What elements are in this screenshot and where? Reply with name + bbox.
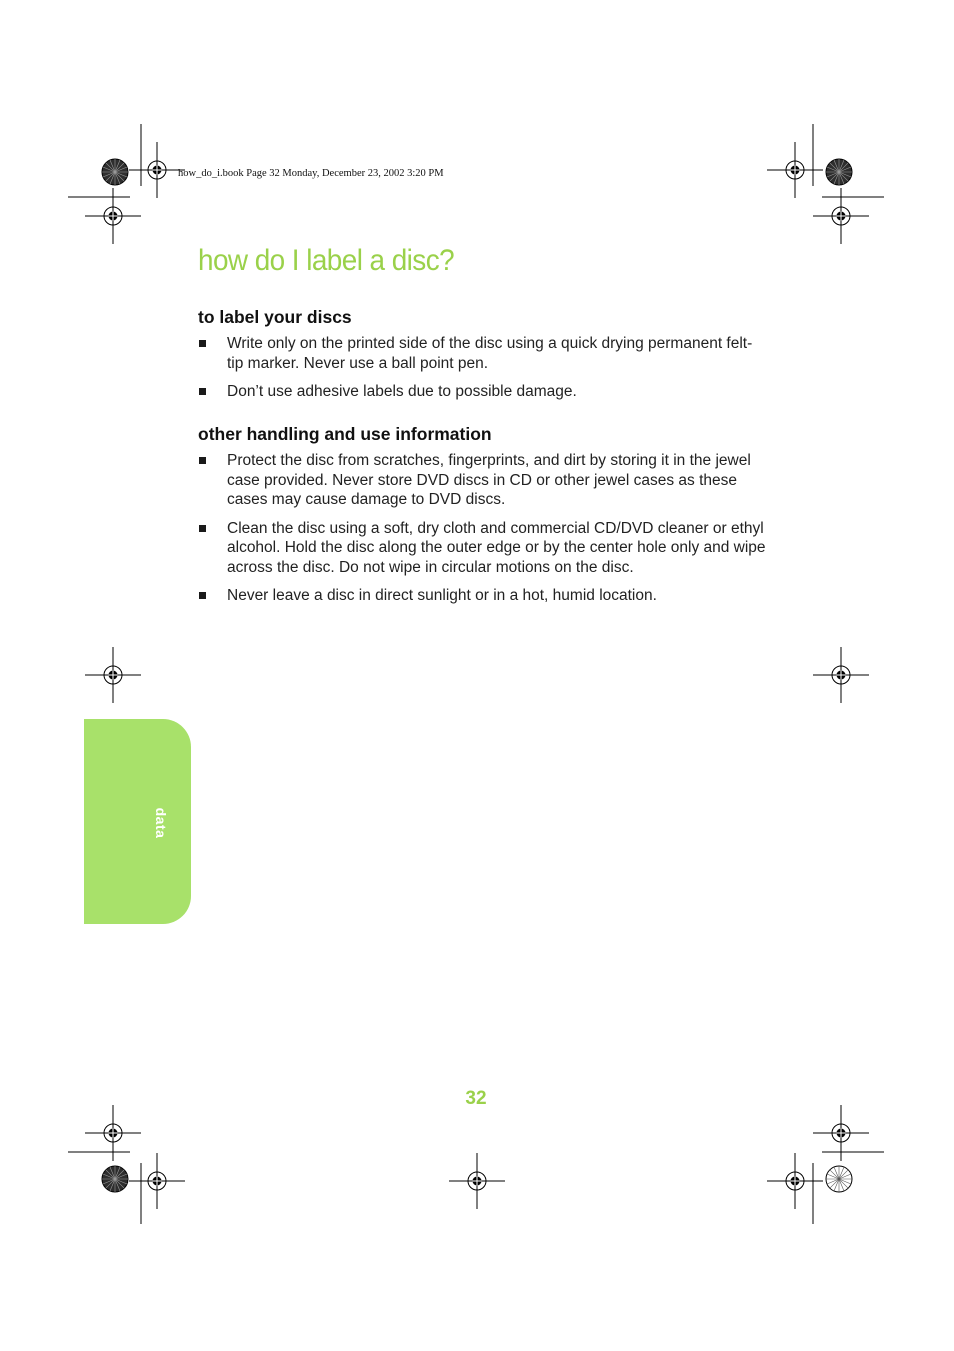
page-title: how do I label a disc? — [198, 244, 455, 277]
registration-mark-icon — [767, 142, 823, 198]
page-number: 32 — [465, 1088, 487, 1109]
registration-mark-icon — [813, 1105, 869, 1161]
list-item: Clean the disc using a soft, dry cloth and commercial CD/DVD cleaner or ethyl alcohol. Hold the disc along the outer edge or by the center hole only and wipe across the disc. Do not wipe in circular motions on the disc. — [198, 519, 768, 578]
star-target-icon — [826, 1166, 852, 1192]
registration-mark-icon — [85, 1105, 141, 1161]
registration-mark-icon — [813, 188, 869, 244]
section-heading: to label your discs — [198, 307, 352, 327]
section-tab — [84, 719, 191, 924]
registration-mark-icon — [85, 188, 141, 244]
registration-mark-icon — [85, 647, 141, 703]
registration-mark-icon — [129, 142, 185, 198]
list-item: Don’t use adhesive labels due to possible damage. — [198, 382, 768, 402]
registration-mark-icon — [767, 1153, 823, 1209]
list-item: Write only on the printed side of the disc using a quick drying permanent felt-tip marker. Never use a ball point pen. — [198, 334, 768, 373]
bullet-list — [198, 334, 768, 402]
star-target-icon — [102, 159, 128, 185]
bullet-list — [198, 451, 768, 606]
slug-line: how_do_i.book Page 32 Monday, December 23, 2002 3:20 PM — [178, 168, 444, 179]
registration-mark-icon — [129, 1153, 185, 1209]
star-target-icon — [102, 1166, 128, 1192]
section-tab-label: data — [153, 807, 169, 839]
registration-mark-icon — [813, 647, 869, 703]
registration-mark-icon — [449, 1153, 505, 1209]
section-heading: other handling and use information — [198, 424, 492, 444]
list-item: Protect the disc from scratches, fingerprints, and dirt by storing it in the jewel case provided. Never store DVD discs in CD or other jewel cases as these cases may cause damage to DVD discs. — [198, 451, 768, 510]
star-target-icon — [826, 159, 852, 185]
list-item: Never leave a disc in direct sunlight or in a hot, humid location. — [198, 586, 768, 606]
